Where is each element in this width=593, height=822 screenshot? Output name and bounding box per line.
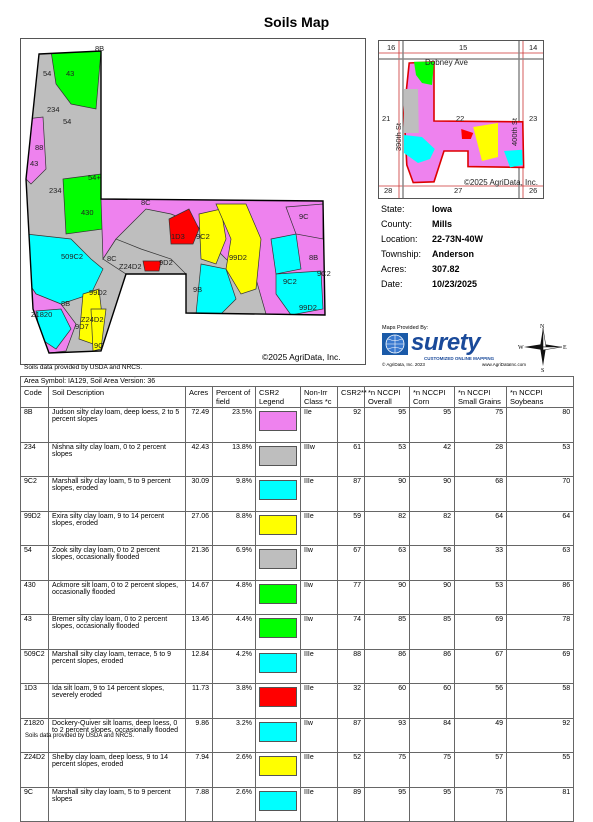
cell-soy: 81: [507, 787, 574, 822]
cell-csr2: 92: [338, 408, 365, 443]
map-unit-label: 9B: [193, 285, 203, 294]
map-unit-label: 9D7: [75, 322, 89, 331]
cell-pct: 2.6%: [213, 787, 256, 822]
cell-corn: 60: [410, 684, 455, 719]
cell-small: 56: [455, 684, 507, 719]
cell-desc: Marshall silty clay loam, 5 to 9 percent slopes, eroded: [49, 477, 186, 512]
cell-overall: 63: [365, 546, 410, 581]
cell-soy: 53: [507, 442, 574, 477]
cell-overall: 90: [365, 477, 410, 512]
cell-soy: 64: [507, 511, 574, 546]
cell-csr2: 32: [338, 684, 365, 719]
cell-acres: 12.84: [186, 649, 213, 684]
legend-swatch-cell: [256, 615, 301, 650]
cell-csr2: 87: [338, 477, 365, 512]
cell-acres: 42.43: [186, 442, 213, 477]
map-copyright: ©2025 AgriData, Inc.: [262, 352, 341, 362]
cell-small: 75: [455, 408, 507, 443]
cell-cls: IIIe: [301, 477, 338, 512]
surety-copyright: © AgriData, Inc. 2023: [382, 362, 425, 367]
maps-provided-by: Maps Provided By:: [382, 325, 429, 331]
legend-swatch: [259, 791, 297, 811]
legend-swatch-cell: [256, 511, 301, 546]
map-unit-label: 9D2: [159, 258, 173, 267]
cell-soy: 80: [507, 408, 574, 443]
cell-desc: Dockery-Quiver silt loams, deep loess, 0 to 2 percent slopes, occasionally flooded: [49, 718, 186, 753]
cell-code: Z24D2: [21, 753, 49, 788]
soils-map-graphic: [21, 39, 365, 364]
table-row: [21, 753, 574, 788]
cell-soy: 78: [507, 615, 574, 650]
cell-cls: IIIe: [301, 787, 338, 822]
cell-corn: 58: [410, 546, 455, 581]
legend-swatch: [259, 584, 297, 604]
globe-icon: [382, 333, 408, 355]
cell-corn: 90: [410, 580, 455, 615]
info-location: Location: 22-73N-40W: [381, 234, 484, 244]
cell-cls: IIIe: [301, 753, 338, 788]
section-27: 27: [454, 186, 463, 195]
cell-desc: Judson silty clay loam, deep loess, 2 to 5 percent slopes: [49, 408, 186, 443]
cell-pct: 13.8%: [213, 442, 256, 477]
col-header: Acres: [186, 387, 213, 408]
legend-swatch-cell: [256, 787, 301, 822]
cell-csr2: 87: [338, 718, 365, 753]
cell-code: 9C2: [21, 477, 49, 512]
cell-acres: 27.06: [186, 511, 213, 546]
footer-note: Soils data provided by USDA and NRCS.: [25, 733, 135, 739]
map-unit-label: 99D2: [299, 303, 317, 312]
col-header: *n NCCPI Corn: [410, 387, 455, 408]
locator-copyright: ©2025 AgriData, Inc.: [464, 178, 538, 187]
table-header-row: [21, 387, 574, 408]
cell-code: 1D3: [21, 684, 49, 719]
table-row: [21, 442, 574, 477]
usda-note: Soils data provided by USDA and NRCS.: [24, 364, 143, 371]
table-row: [21, 580, 574, 615]
cell-overall: 93: [365, 718, 410, 753]
col-header: *n NCCPI Small Grains: [455, 387, 507, 408]
cell-corn: 42: [410, 442, 455, 477]
map-unit-label: 234: [49, 186, 62, 195]
cell-desc: Nishna silty clay loam, 0 to 2 percent slopes: [49, 442, 186, 477]
legend-swatch: [259, 480, 297, 500]
cell-soy: 55: [507, 753, 574, 788]
map-unit-label: Z24D2: [81, 315, 104, 324]
legend-swatch: [259, 549, 297, 569]
cell-code: 8B: [21, 408, 49, 443]
table-row: [21, 477, 574, 512]
cell-overall: 86: [365, 649, 410, 684]
cell-cls: IIIe: [301, 684, 338, 719]
cell-overall: 82: [365, 511, 410, 546]
cell-desc: Ackmore silt loam, 0 to 2 percent slopes, occasionally flooded: [49, 580, 186, 615]
cell-acres: 30.09: [186, 477, 213, 512]
col-header: CSR2**: [338, 387, 365, 408]
cell-desc: Bremer silty clay loam, 0 to 2 percent slopes, occasionally flooded: [49, 615, 186, 650]
cell-acres: 11.73: [186, 684, 213, 719]
cell-acres: 72.49: [186, 408, 213, 443]
compass-e: E: [563, 345, 567, 351]
legend-swatch-cell: [256, 408, 301, 443]
cell-code: Z1820: [21, 718, 49, 753]
map-unit-label: 509C2: [61, 252, 84, 261]
cell-cls: IIw: [301, 615, 338, 650]
cell-corn: 82: [410, 511, 455, 546]
table-row: [21, 649, 574, 684]
cell-desc: Shelby clay loam, deep loess, 9 to 14 percent slopes, eroded: [49, 753, 186, 788]
table-row: [21, 511, 574, 546]
cell-acres: 9.86: [186, 718, 213, 753]
cell-soy: 92: [507, 718, 574, 753]
legend-swatch: [259, 446, 297, 466]
legend-swatch: [259, 687, 297, 707]
cell-corn: 86: [410, 649, 455, 684]
cell-acres: 21.36: [186, 546, 213, 581]
cell-cls: IIIe: [301, 649, 338, 684]
legend-swatch-cell: [256, 753, 301, 788]
legend-swatch: [259, 722, 297, 742]
cell-pct: 3.8%: [213, 684, 256, 719]
cell-corn: 90: [410, 477, 455, 512]
cell-overall: 95: [365, 408, 410, 443]
cell-soy: 63: [507, 546, 574, 581]
cell-cls: IIIw: [301, 442, 338, 477]
col-header: Non-Irr Class *c: [301, 387, 338, 408]
cell-small: 53: [455, 580, 507, 615]
cell-csr2: 89: [338, 787, 365, 822]
cell-code: 509C2: [21, 649, 49, 684]
cell-pct: 4.2%: [213, 649, 256, 684]
cell-soy: 86: [507, 580, 574, 615]
table-row: [21, 546, 574, 581]
cell-acres: 14.67: [186, 580, 213, 615]
cell-csr2: 59: [338, 511, 365, 546]
legend-swatch: [259, 653, 297, 673]
section-28: 28: [384, 186, 393, 195]
map-unit-label: 43: [66, 69, 75, 78]
legend-swatch-cell: [256, 649, 301, 684]
section-26: 26: [529, 186, 538, 195]
compass-w: W: [518, 345, 524, 351]
cell-overall: 60: [365, 684, 410, 719]
cell-code: 430: [21, 580, 49, 615]
info-date: Date: 10/23/2025: [381, 279, 478, 289]
cell-pct: 23.5%: [213, 408, 256, 443]
cell-corn: 85: [410, 615, 455, 650]
road-dobney-ave: Dobney Ave: [425, 58, 468, 67]
compass-s: S: [541, 368, 545, 372]
map-unit-label: 8B: [95, 44, 105, 53]
section-23: 23: [529, 114, 538, 123]
cell-soy: 58: [507, 684, 574, 719]
legend-swatch-cell: [256, 442, 301, 477]
cell-acres: 7.94: [186, 753, 213, 788]
map-unit-label: 8B: [61, 299, 71, 308]
cell-desc: Marshall silty clay loam, terrace, 5 to 9 percent slopes, eroded: [49, 649, 186, 684]
col-header: CSR2 Legend: [256, 387, 301, 408]
cell-code: 9C: [21, 787, 49, 822]
section-16: 16: [387, 43, 396, 52]
col-header: Percent of field: [213, 387, 256, 408]
section-14: 14: [529, 43, 538, 52]
map-unit-label: 9C2: [196, 232, 210, 241]
section-22: 22: [456, 114, 465, 123]
legend-swatch: [259, 756, 297, 776]
cell-cls: IIIe: [301, 511, 338, 546]
map-unit-label: 99D2: [229, 253, 247, 262]
table-row: [21, 787, 574, 822]
col-header: *n NCCPI Soybeans: [507, 387, 574, 408]
map-unit-label: 8C: [107, 254, 117, 263]
cell-overall: 75: [365, 753, 410, 788]
cell-corn: 75: [410, 753, 455, 788]
cell-csr2: 74: [338, 615, 365, 650]
map-unit-label: 430: [81, 208, 94, 217]
cell-cls: IIw: [301, 718, 338, 753]
surety-url: www.AgriDataInc.com: [482, 362, 527, 367]
locator-map[interactable]: [378, 40, 544, 199]
cell-small: 57: [455, 753, 507, 788]
soil-table: [20, 376, 574, 822]
legend-swatch-cell: [256, 580, 301, 615]
cell-desc: Ida silt loam, 9 to 14 percent slopes, severely eroded: [49, 684, 186, 719]
cell-small: 75: [455, 787, 507, 822]
map-unit-label: 1D3: [171, 232, 185, 241]
cell-code: 54: [21, 546, 49, 581]
map-unit-label: Z24D2: [119, 262, 142, 271]
info-state: State: Iowa: [381, 204, 453, 214]
cell-small: 67: [455, 649, 507, 684]
table-row: [21, 615, 574, 650]
surety-brand: surety: [411, 329, 481, 356]
cell-acres: 7.88: [186, 787, 213, 822]
cell-soy: 70: [507, 477, 574, 512]
cell-small: 68: [455, 477, 507, 512]
map-unit-label: 234: [47, 105, 60, 114]
cell-pct: 8.8%: [213, 511, 256, 546]
section-21: 21: [382, 114, 391, 123]
cell-desc: Zook silty clay loam, 0 to 2 percent slopes, occasionally flooded: [49, 546, 186, 581]
cell-overall: 53: [365, 442, 410, 477]
road-390th-st: 390th St: [394, 123, 403, 151]
locator-map-graphic: [379, 41, 543, 198]
cell-pct: 6.9%: [213, 546, 256, 581]
info-county: County: Mills: [381, 219, 453, 229]
map-unit-label: 54: [43, 69, 52, 78]
map-unit-label: 88: [35, 143, 44, 152]
cell-csr2: 77: [338, 580, 365, 615]
legend-swatch: [259, 411, 297, 431]
cell-pct: 9.8%: [213, 477, 256, 512]
legend-swatch: [259, 515, 297, 535]
info-acres: Acres: 307.82: [381, 264, 460, 274]
cell-code: 234: [21, 442, 49, 477]
map-unit-label: 54+: [88, 173, 101, 182]
cell-csr2: 61: [338, 442, 365, 477]
map-unit-label: 43: [30, 159, 39, 168]
map-unit-label: 9C2: [317, 269, 331, 278]
cell-cls: IIe: [301, 408, 338, 443]
cell-overall: 85: [365, 615, 410, 650]
cell-desc: Marshall silty clay loam, 5 to 9 percent slopes: [49, 787, 186, 822]
cell-small: 28: [455, 442, 507, 477]
map-unit-label: 8C: [141, 198, 151, 207]
legend-swatch: [259, 618, 297, 638]
cell-small: 64: [455, 511, 507, 546]
cell-overall: 95: [365, 787, 410, 822]
area-symbol: Area Symbol: IA129, Soil Area Version: 36: [21, 377, 574, 387]
map-unit-label: 9C2: [283, 277, 297, 286]
cell-cls: IIw: [301, 546, 338, 581]
section-15: 15: [459, 43, 468, 52]
table-row: [21, 408, 574, 443]
map-unit-label: 8B: [309, 253, 319, 262]
cell-cls: IIw: [301, 580, 338, 615]
cell-small: 69: [455, 615, 507, 650]
map-unit-label: Z1820: [31, 310, 53, 319]
col-header: *n NCCPI Overall: [365, 387, 410, 408]
legend-swatch-cell: [256, 718, 301, 753]
col-header: Code: [21, 387, 49, 408]
surety-tagline: CUSTOMIZED ONLINE MAPPING: [424, 356, 495, 361]
map-unit-label: 9C: [299, 212, 309, 221]
legend-swatch-cell: [256, 684, 301, 719]
compass-n: N: [540, 324, 545, 330]
cell-corn: 95: [410, 787, 455, 822]
legend-swatch-cell: [256, 546, 301, 581]
cell-pct: 3.2%: [213, 718, 256, 753]
cell-code: 43: [21, 615, 49, 650]
cell-csr2: 67: [338, 546, 365, 581]
cell-desc: Exira silty clay loam, 9 to 14 percent slopes, eroded: [49, 511, 186, 546]
compass-rose-icon: [518, 322, 568, 372]
cell-soy: 69: [507, 649, 574, 684]
cell-pct: 4.8%: [213, 580, 256, 615]
road-400th-st: 400th St: [510, 118, 519, 146]
map-unit-label: 99D2: [89, 288, 107, 297]
map-unit-label: 54: [63, 117, 72, 126]
cell-pct: 2.6%: [213, 753, 256, 788]
cell-acres: 13.46: [186, 615, 213, 650]
table-row: [21, 684, 574, 719]
cell-pct: 4.4%: [213, 615, 256, 650]
cell-overall: 90: [365, 580, 410, 615]
cell-small: 49: [455, 718, 507, 753]
cell-csr2: 88: [338, 649, 365, 684]
map-unit-label: 9C: [94, 341, 104, 350]
legend-swatch-cell: [256, 477, 301, 512]
cell-csr2: 52: [338, 753, 365, 788]
page-title: Soils Map: [263, 14, 330, 30]
info-township: Township: Anderson: [381, 249, 475, 259]
col-header: Soil Description: [49, 387, 186, 408]
cell-code: 99D2: [21, 511, 49, 546]
cell-corn: 95: [410, 408, 455, 443]
soils-map[interactable]: [20, 38, 366, 365]
cell-small: 33: [455, 546, 507, 581]
cell-corn: 84: [410, 718, 455, 753]
